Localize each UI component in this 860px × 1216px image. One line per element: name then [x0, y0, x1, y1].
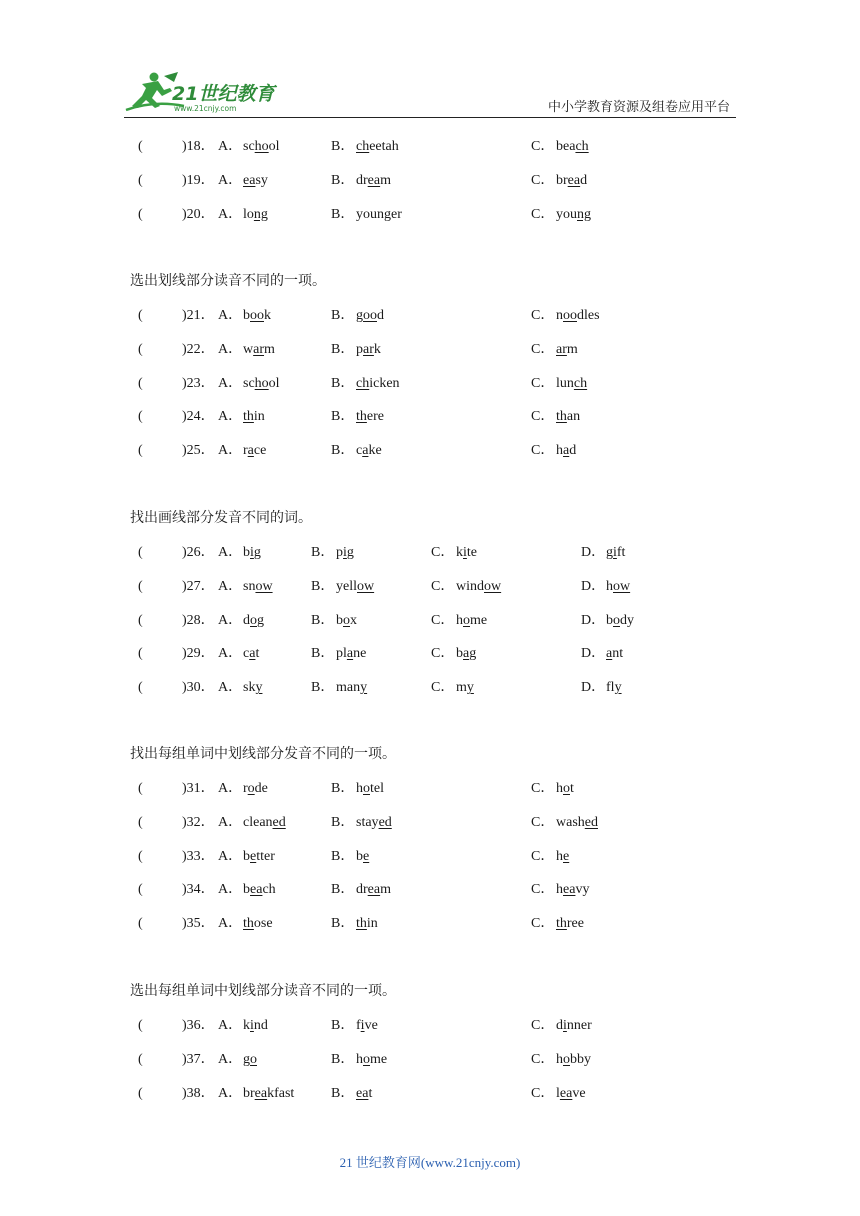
option-letter: A． [218, 1085, 243, 1101]
option-letter: A． [218, 206, 243, 222]
option-word[interactable]: had [556, 443, 577, 459]
option-word[interactable]: hobby [556, 1051, 591, 1067]
answer-blank[interactable]: ( [138, 308, 143, 323]
answer-blank[interactable]: ( [138, 1051, 143, 1067]
answer-blank[interactable]: ( [138, 206, 143, 222]
underlined-letters: o [563, 1051, 570, 1067]
option-letter: C． [431, 578, 455, 594]
option-word[interactable]: young [556, 206, 591, 222]
question-row [0, 677, 860, 699]
underlined-letters: a [346, 646, 354, 662]
answer-blank[interactable]: ( [138, 1018, 143, 1033]
answer-blank[interactable]: ( [138, 612, 143, 628]
option-letter: D． [581, 646, 606, 662]
option-word[interactable]: pig [336, 545, 354, 560]
option-word[interactable]: window [456, 578, 502, 594]
option-letter: C． [531, 848, 555, 864]
option-word[interactable]: than [556, 409, 581, 425]
option-word[interactable]: park [356, 341, 381, 357]
option-word[interactable]: cat [243, 646, 260, 662]
option-letter: B． [331, 882, 355, 898]
option-word[interactable]: rode [243, 781, 268, 796]
question-number: )21． [182, 308, 215, 323]
question-number: )24． [182, 409, 215, 425]
option-letter: B． [331, 916, 355, 932]
option-letter: B． [331, 341, 355, 357]
question-row [0, 1083, 860, 1105]
question-row [0, 373, 860, 395]
underlined-letters: oo [563, 308, 577, 323]
option-word[interactable]: better [243, 848, 275, 864]
underlined-letters: th [243, 916, 254, 932]
underlined-letters: o [613, 612, 620, 628]
underlined-letters: ch [573, 375, 588, 391]
underlined-letters: e [563, 848, 570, 864]
section-instruction: 选出划线部分读音不同的一项。 [130, 274, 326, 289]
option-word[interactable]: cheetah [356, 139, 399, 154]
answer-blank[interactable]: ( [138, 781, 143, 796]
underlined-letters: o [363, 1051, 370, 1067]
option-letter: C． [531, 814, 555, 830]
underlined-letters: y [614, 680, 622, 696]
option-letter: C． [531, 1018, 555, 1033]
option-letter: B． [331, 139, 355, 154]
option-letter: C． [531, 882, 555, 898]
option-letter: A． [218, 545, 243, 560]
option-letter: A． [218, 172, 243, 188]
underlined-letters: ow [484, 578, 502, 594]
option-word[interactable]: home [456, 612, 488, 628]
question-number: )20． [182, 206, 215, 222]
underlined-letters: o [563, 781, 570, 796]
answer-blank[interactable]: ( [138, 1085, 143, 1101]
option-word[interactable]: hotel [356, 781, 384, 796]
option-word[interactable]: good [356, 308, 384, 323]
underlined-letters: o [463, 612, 470, 628]
option-letter: B． [311, 680, 335, 696]
option-letter: A． [218, 612, 243, 628]
underlined-letters: ho [254, 375, 269, 391]
underlined-letters: ng [577, 206, 591, 222]
option-word[interactable]: book [243, 308, 271, 323]
question-row [0, 610, 860, 632]
answer-blank[interactable]: ( [138, 443, 143, 459]
option-word[interactable]: dream [356, 882, 391, 898]
underlined-letters: o [247, 781, 255, 796]
underlined-letters: th [356, 409, 367, 425]
answer-blank[interactable]: ( [138, 916, 143, 932]
option-letter: B． [331, 443, 355, 459]
option-word[interactable]: washed [556, 814, 598, 830]
question-row [0, 406, 860, 428]
answer-blank[interactable]: ( [138, 680, 143, 696]
question-number: )29． [182, 646, 215, 662]
answer-blank[interactable]: ( [138, 545, 143, 560]
option-word[interactable]: my [456, 680, 474, 696]
question-number: )38． [182, 1085, 215, 1101]
option-word[interactable]: yellow [336, 578, 375, 594]
option-letter: A． [218, 139, 243, 154]
option-word[interactable]: plane [336, 646, 367, 662]
option-word[interactable]: how [606, 578, 631, 594]
option-letter: A． [218, 882, 243, 898]
option-letter: C． [531, 409, 555, 425]
option-word[interactable]: he [556, 848, 570, 864]
option-word[interactable]: warm [243, 341, 275, 357]
question-number: )18． [182, 139, 215, 154]
question-row [0, 643, 860, 665]
option-word[interactable]: beach [243, 882, 276, 898]
underlined-letters: ea [356, 1085, 369, 1101]
option-word[interactable]: those [243, 916, 273, 932]
option-word[interactable]: thin [243, 409, 265, 425]
option-letter: A． [218, 814, 243, 830]
option-word[interactable]: hot [556, 781, 574, 796]
underlined-letters: o [343, 612, 350, 628]
underlined-letters: i [250, 1018, 254, 1033]
option-letter: A． [218, 375, 243, 391]
underlined-letters: ed [272, 814, 286, 830]
underlined-letters: i [250, 545, 254, 560]
option-word[interactable]: dream [356, 172, 391, 188]
underlined-letters: ea [254, 1085, 268, 1101]
question-number: )25． [182, 443, 215, 459]
question-row [0, 170, 860, 192]
underlined-letters: i [463, 545, 467, 560]
option-word[interactable]: gift [606, 545, 626, 560]
underlined-letters: ow [613, 578, 631, 594]
answer-blank[interactable]: ( [138, 341, 143, 357]
option-word[interactable]: bag [456, 646, 477, 662]
option-word[interactable]: beach [556, 139, 589, 154]
question-number: )28． [182, 612, 215, 628]
option-word[interactable]: stayed [356, 814, 392, 830]
answer-blank[interactable]: ( [138, 578, 143, 594]
underlined-letters: oo [363, 308, 377, 323]
question-number: )36． [182, 1018, 215, 1033]
question-row [0, 136, 860, 158]
question-row [0, 1049, 860, 1071]
option-word[interactable]: body [606, 612, 634, 628]
answer-blank[interactable]: ( [138, 409, 143, 425]
underlined-letters: ea [563, 882, 576, 898]
option-letter: B． [311, 646, 335, 662]
underlined-letters: ar [363, 341, 374, 357]
option-word[interactable]: arm [556, 341, 578, 357]
option-letter: A． [218, 781, 243, 796]
question-number: )19． [182, 172, 215, 188]
option-letter: C． [531, 443, 555, 459]
option-word[interactable]: big [243, 545, 261, 560]
section-instruction: 找出每组单词中划线部分发音不同的一项。 [130, 747, 396, 762]
underlined-letters: ed [584, 814, 598, 830]
option-letter: B． [311, 612, 335, 628]
option-word[interactable]: bread [556, 172, 588, 188]
option-word[interactable]: race [243, 443, 267, 459]
underlined-letters: y [466, 680, 474, 696]
option-letter: A． [218, 680, 243, 696]
option-word[interactable]: breakfast [243, 1085, 295, 1101]
option-letter: C． [531, 781, 555, 796]
option-word[interactable]: chicken [356, 375, 400, 391]
question-number: )30． [182, 680, 215, 696]
question-number: )33． [182, 848, 215, 864]
option-letter: A． [218, 848, 243, 864]
option-word[interactable]: cleaned [243, 814, 286, 830]
option-word[interactable]: box [336, 612, 357, 628]
question-row [0, 913, 860, 935]
underlined-letters: ch [575, 139, 589, 154]
logo-text: 21世纪教育 [172, 83, 275, 105]
option-word[interactable]: younger [356, 206, 402, 222]
underlined-letters: e [363, 848, 370, 864]
option-letter: C． [431, 646, 455, 662]
underlined-letters: a [362, 443, 369, 459]
option-word[interactable]: leave [556, 1085, 586, 1101]
option-word[interactable]: be [356, 848, 370, 864]
option-letter: C． [531, 916, 555, 932]
option-letter: A． [218, 409, 243, 425]
underlined-letters: a [563, 443, 570, 459]
underlined-letters: a [463, 646, 470, 662]
underlined-letters: g [384, 206, 391, 222]
underlined-letters: ea [250, 882, 263, 898]
underlined-letters: i [360, 1018, 365, 1033]
option-word[interactable]: school [243, 375, 280, 391]
header-platform-text: 中小学教育资源及组卷应用平台 [548, 99, 731, 114]
section-instruction: 找出画线部分发音不同的词。 [130, 511, 312, 526]
option-letter: A． [218, 578, 243, 594]
option-letter: C． [531, 375, 555, 391]
option-letter: C． [531, 1085, 555, 1101]
underlined-letters: ng [253, 206, 268, 222]
underlined-letters: y [360, 680, 368, 696]
section-instruction: 选出每组单词中划线部分读音不同的一项。 [130, 984, 396, 999]
question-row [0, 204, 860, 226]
option-word[interactable]: ant [606, 646, 624, 662]
option-letter: B． [331, 206, 355, 222]
option-word[interactable]: easy [243, 172, 268, 188]
option-letter: B． [331, 1085, 355, 1101]
question-number: )35． [182, 916, 215, 932]
option-letter: A． [218, 646, 243, 662]
question-row [0, 339, 860, 361]
underlined-letters: ow [255, 578, 273, 594]
option-word[interactable]: lunch [556, 375, 588, 391]
option-letter: C． [531, 139, 555, 154]
option-letter: B． [331, 308, 355, 323]
option-letter: A． [218, 341, 243, 357]
option-letter: D． [581, 578, 606, 594]
underlined-letters: oo [250, 308, 264, 323]
question-row [0, 440, 860, 462]
option-letter: C． [431, 680, 455, 696]
option-word[interactable]: snow [243, 578, 273, 594]
question-number: )34． [182, 882, 215, 898]
question-number: )37． [182, 1051, 215, 1067]
underlined-letters: th [243, 409, 254, 425]
underlined-letters: e [250, 848, 257, 864]
option-word[interactable]: there [356, 409, 384, 425]
option-word[interactable]: cake [356, 443, 382, 459]
option-word[interactable]: kite [456, 545, 477, 560]
answer-blank[interactable]: ( [138, 848, 143, 864]
option-letter: B． [331, 409, 355, 425]
answer-blank[interactable]: ( [138, 375, 143, 391]
option-letter: A． [218, 916, 243, 932]
option-letter: B． [311, 578, 335, 594]
underlined-letters: o [250, 1051, 257, 1067]
underlined-letters: o [250, 612, 257, 628]
underlined-letters: ea [567, 172, 581, 188]
option-letter: C． [531, 1051, 555, 1067]
underlined-letters: i [343, 545, 347, 560]
question-row [0, 576, 860, 598]
question-row [0, 778, 860, 800]
option-letter: B． [331, 1051, 355, 1067]
option-word[interactable]: long [243, 206, 268, 222]
option-letter: D． [581, 612, 606, 628]
option-letter: B． [331, 1018, 355, 1033]
question-number: )31． [182, 781, 215, 796]
underlined-letters: ed [378, 814, 392, 830]
underlined-letters: ea [559, 1085, 573, 1101]
answer-blank[interactable]: ( [138, 814, 143, 830]
underlined-letters: ea [243, 172, 256, 188]
option-word[interactable]: sky [243, 680, 263, 696]
option-word[interactable]: noodles [556, 308, 600, 323]
answer-blank[interactable]: ( [138, 882, 143, 898]
question-row [0, 305, 860, 327]
option-word[interactable]: five [356, 1018, 378, 1033]
underlined-letters: ch [356, 139, 370, 154]
option-letter: B． [331, 375, 355, 391]
underlined-letters: ea [367, 882, 381, 898]
option-letter: C． [531, 308, 555, 323]
question-number: )22． [182, 341, 215, 357]
option-letter: D． [581, 680, 606, 696]
option-letter: A． [218, 308, 243, 323]
underlined-letters: i [563, 1018, 567, 1033]
underlined-letters: th [356, 916, 367, 932]
underlined-letters: ea [367, 172, 381, 188]
answer-blank[interactable]: ( [138, 172, 143, 188]
answer-blank[interactable]: ( [138, 139, 143, 154]
option-letter: D． [581, 545, 606, 560]
underlined-letters: a [606, 646, 613, 662]
option-letter: C． [531, 172, 555, 188]
underlined-letters: a [249, 646, 256, 662]
option-letter: B． [331, 781, 355, 796]
option-letter: B． [331, 172, 355, 188]
logo-subtext: www.21cnjy.com [174, 104, 237, 113]
option-word[interactable]: thin [356, 916, 378, 932]
question-row [0, 846, 860, 868]
option-word[interactable]: dog [243, 612, 264, 628]
option-letter: C． [431, 545, 455, 560]
underlined-letters: ar [556, 341, 567, 357]
option-letter: A． [218, 1051, 243, 1067]
option-letter: B． [311, 545, 335, 560]
option-letter: A． [218, 443, 243, 459]
option-word[interactable]: school [243, 139, 280, 154]
option-letter: C． [531, 341, 555, 357]
question-number: )23． [182, 375, 215, 391]
option-word[interactable]: many [336, 680, 368, 696]
underlined-letters: ho [254, 139, 269, 154]
option-word[interactable]: kind [243, 1018, 268, 1033]
option-letter: B． [331, 814, 355, 830]
question-row [0, 812, 860, 834]
underlined-letters: ch [356, 375, 370, 391]
underlined-letters: y [255, 680, 263, 696]
option-word[interactable]: go [243, 1051, 257, 1067]
underlined-letters: th [556, 409, 567, 425]
answer-blank[interactable]: ( [138, 646, 143, 662]
question-row [0, 879, 860, 901]
page-footer: 21 世纪教育网(www.21cnjy.com) [339, 1155, 521, 1170]
question-number: )32． [182, 814, 215, 830]
option-letter: C． [531, 206, 555, 222]
question-row [0, 1015, 860, 1037]
question-number: )27． [182, 578, 215, 594]
underlined-letters: th [556, 916, 567, 932]
option-word[interactable]: three [556, 916, 584, 932]
option-word[interactable]: fly [606, 680, 622, 696]
underlined-letters: ar [253, 341, 265, 357]
underlined-letters: a [247, 443, 254, 459]
option-letter: C． [431, 612, 455, 628]
underlined-letters: ow [357, 578, 375, 594]
underlined-letters: o [363, 781, 370, 796]
option-word[interactable]: eat [356, 1085, 373, 1101]
option-word[interactable]: home [356, 1051, 388, 1067]
option-word[interactable]: heavy [556, 882, 590, 898]
option-word[interactable]: dinner [556, 1018, 592, 1033]
underlined-letters: i [613, 545, 617, 560]
question-row [0, 542, 860, 564]
option-letter: A． [218, 1018, 243, 1033]
option-letter: B． [331, 848, 355, 864]
question-number: )26． [182, 545, 215, 560]
